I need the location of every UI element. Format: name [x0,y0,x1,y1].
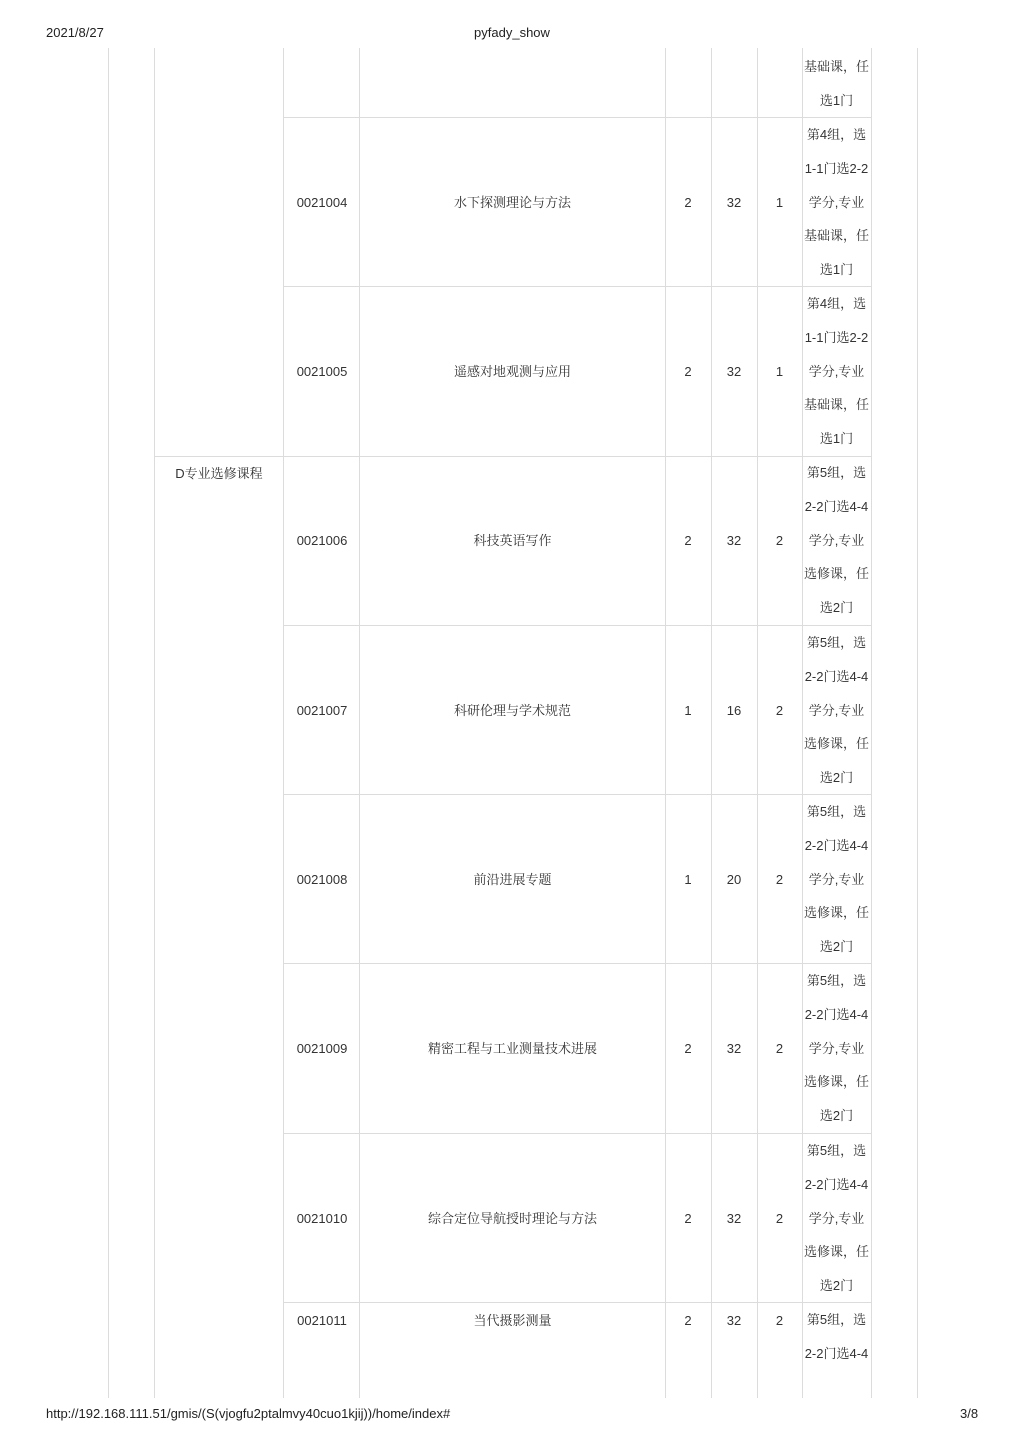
grid-vline [359,48,360,1398]
course-code: 0021008 [296,872,348,887]
course-code: 0021010 [296,1211,348,1226]
course-hours: 32 [726,1211,742,1226]
course-hours: 32 [726,195,742,210]
note-line: 选1门 [819,92,854,108]
course-note [802,626,871,795]
note-line: 学分,专业 [808,871,865,887]
grid-hline [283,286,872,287]
course-term: 1 [775,364,784,379]
note-line: 第5组，选 [806,804,867,819]
note-line: 学分,专业 [808,1040,865,1056]
print-url: http://192.168.111.51/gmis/(S(vjogfu2ptalmvy40cuo1kjij))/home/index# [46,1406,451,1421]
note-line: 选1门 [819,262,854,278]
course-term: 2 [775,872,784,887]
grid-hline [283,625,872,626]
note-line: 选2门 [819,1278,854,1294]
note-line: 第4组，选 [806,296,867,311]
note-line: 1-1门选2-2 [804,160,869,176]
grid-vline [711,48,712,1398]
note-line: 选修课，任 [803,1074,869,1090]
course-name: 当代摄影测量 [473,1313,552,1328]
grid-vline [917,48,918,1398]
note-line: 学分,专业 [808,194,865,210]
course-code: 0021011 [297,1313,347,1328]
course-credit: 1 [684,872,692,887]
grid-vline [665,48,666,1398]
course-name: 综合定位导航授时理论与方法 [427,1211,597,1226]
course-hours: 32 [726,1041,742,1056]
course-code: 0021009 [296,1041,348,1056]
course-name: 科研伦理与学术规范 [453,703,571,718]
grid-vline [283,48,284,1398]
note-line: 选2门 [819,939,854,955]
course-term: 2 [775,1041,784,1056]
grid-hline [283,794,872,795]
note-line: 第5组，选 [806,973,867,988]
note-line: 选修课，任 [803,566,869,582]
course-note [802,287,871,456]
course-name: 科技英语写作 [473,533,552,548]
course-term: 2 [775,1313,784,1328]
grid-hline [283,1302,872,1303]
course-credit: 2 [684,533,692,548]
grid-vline [757,48,758,1398]
note-line: 选2门 [819,600,854,616]
category-label: D专业选修课程 [175,466,263,481]
note-line: 基础课，任 [803,59,869,74]
note-line: 学分,专业 [808,363,865,379]
note-line: 2-2门选4-4 [804,1176,869,1192]
course-credit: 2 [684,364,692,379]
note-line: 选2门 [819,770,854,786]
note-line: 第5组，选 [806,465,867,480]
course-term: 2 [775,533,784,548]
course-term: 2 [775,1211,784,1226]
note-line: 选1门 [819,431,854,447]
note-line: 第4组，选 [806,127,867,142]
course-hours: 32 [726,1313,742,1328]
course-credit: 2 [684,1313,692,1328]
course-note [802,1134,871,1303]
note-line: 基础课，任 [803,228,869,244]
course-hours: 20 [726,872,742,887]
note-line: 学分,专业 [808,532,865,548]
note-line: 2-2门选4-4 [804,498,869,514]
note-line: 第5组，选 [806,635,867,650]
course-term: 1 [775,195,784,210]
note-line: 选修课，任 [803,1244,869,1260]
course-hours: 32 [726,533,742,548]
grid-hline [283,1133,872,1134]
course-hours: 32 [726,364,742,379]
note-line: 学分,专业 [808,1210,865,1226]
course-name: 精密工程与工业测量技术进展 [427,1041,597,1056]
grid-hline [154,456,872,457]
note-line: 第5组，选 [806,1312,867,1327]
note-line: 2-2门选4-4 [804,668,869,684]
note-line: 1-1门选2-2 [804,329,869,345]
course-hours: 16 [726,703,742,718]
course-note [802,118,871,287]
course-name: 前沿进展专题 [473,872,552,887]
grid-hline [283,963,872,964]
course-note [802,456,871,625]
course-code: 0021007 [296,703,348,718]
page-number: 3/8 [960,1406,979,1421]
course-code: 0021004 [296,195,348,210]
course-credit: 1 [684,703,692,718]
note-line: 2-2门选4-4 [804,1006,869,1022]
course-code: 0021006 [296,533,348,548]
note-line: 选修课，任 [803,905,869,921]
grid-vline [108,48,109,1398]
course-name: 水下探测理论与方法 [453,195,571,210]
course-name: 遥感对地观测与应用 [453,364,571,379]
grid-hline [283,117,872,118]
course-code: 0021005 [296,364,348,379]
note-line: 选修课，任 [803,736,869,752]
print-date: 2021/8/27 [46,25,104,40]
course-credit: 2 [684,1041,692,1056]
course-note [802,1303,871,1371]
course-note [802,964,871,1133]
grid-vline [154,48,155,1398]
note-line: 第5组，选 [806,1143,867,1158]
grid-vline [871,48,872,1398]
note-line: 选2门 [819,1108,854,1124]
course-note [802,795,871,964]
print-title: pyfady_show [474,25,550,40]
note-line: 2-2门选4-4 [804,837,869,853]
note-line: 基础课，任 [803,397,869,413]
note-line: 2-2门选4-4 [804,1345,869,1361]
course-credit: 2 [684,1211,692,1226]
course-credit: 2 [684,195,692,210]
course-term: 2 [775,703,784,718]
continued-note [802,50,871,118]
note-line: 学分,专业 [808,702,865,718]
